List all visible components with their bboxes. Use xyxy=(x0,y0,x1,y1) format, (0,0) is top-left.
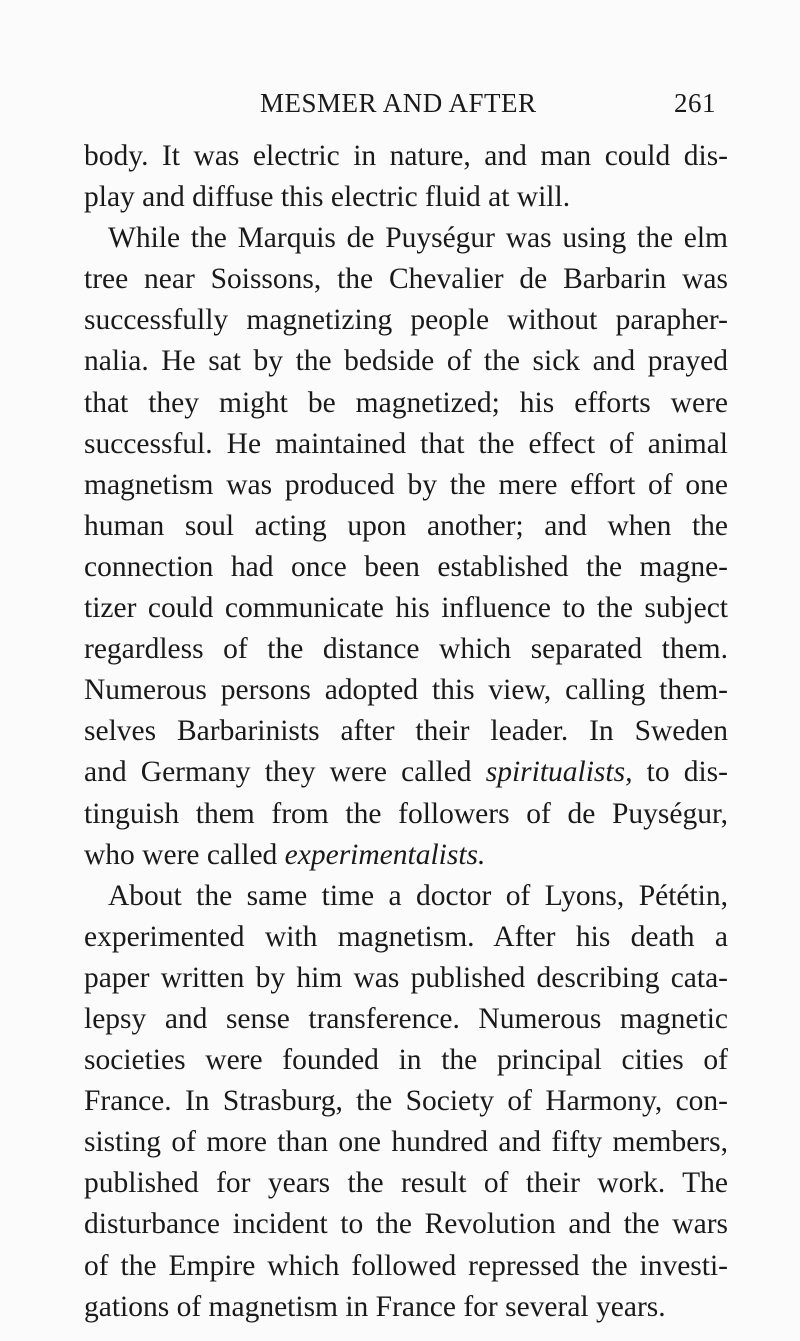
text-line: connection had once been established the magne- xyxy=(84,550,728,583)
text-line: lepsy and sense transference. Numerous magnetic xyxy=(84,1002,728,1035)
text-line: sisting of more than one hundred and fifty members, xyxy=(84,1126,728,1159)
text-line: of the Empire which followed repressed the investi- xyxy=(84,1249,728,1282)
text-line: disturbance incident to the Revolution and the wars xyxy=(84,1208,728,1241)
text-line: paper written by him was published describing cata- xyxy=(84,961,728,994)
body-text xyxy=(84,136,728,1328)
text-line: tizer could communicate his influence to the subject xyxy=(84,592,728,625)
text-line: France. In Strasburg, the Society of Harmony, con- xyxy=(84,1085,728,1118)
text-line: human soul acting upon another; and when the xyxy=(84,509,728,542)
text-line: successful. He maintained that the effect of animal xyxy=(84,427,728,460)
text-line: nalia. He sat by the bedside of the sick and prayed xyxy=(84,345,728,378)
text-run: to dis- xyxy=(632,756,728,789)
text-line: body. It was electric in nature, and man could dis- xyxy=(84,140,728,172)
text-line: tinguish them from the followers of de Puységur, xyxy=(84,797,728,830)
page-number: 261 xyxy=(674,88,716,118)
running-head xyxy=(104,88,716,128)
text-line xyxy=(84,752,728,793)
text-line xyxy=(84,835,728,876)
running-title: MESMER AND AFTER xyxy=(260,88,537,118)
text-line: experimented with magnetism. After his death a xyxy=(84,920,728,953)
text-run: who were called xyxy=(84,838,285,871)
text-line: tree near Soissons, the Chevalier de Barbarin was xyxy=(84,263,728,296)
text-line: published for years the result of their work. The xyxy=(84,1167,728,1200)
italic-term: spiritualists, xyxy=(485,756,633,789)
text-line: Numerous persons adopted this view, calling them- xyxy=(84,674,728,707)
text-line: gations of magnetism in France for several years. xyxy=(84,1290,666,1323)
italic-term: experimentalists. xyxy=(284,838,486,871)
text-line: magnetism was produced by the mere effort of one xyxy=(84,468,728,501)
text-line: play and diffuse this electric fluid at will. xyxy=(84,181,571,214)
text-line: selves Barbarinists after their leader. In Sweden xyxy=(84,715,728,748)
text-line: regardless of the distance which separated them. xyxy=(84,633,728,666)
text-line: About the same time a doctor of Lyons, Pététin, xyxy=(108,879,728,912)
text-line: While the Marquis de Puységur was using the elm xyxy=(108,222,728,255)
text-run: and Germany they were called xyxy=(84,756,486,789)
text-line: successfully magnetizing people without parapher- xyxy=(84,304,728,337)
text-line: that they might be magnetized; his efforts were xyxy=(84,386,728,419)
text-line: societies were founded in the principal cities of xyxy=(84,1044,728,1077)
